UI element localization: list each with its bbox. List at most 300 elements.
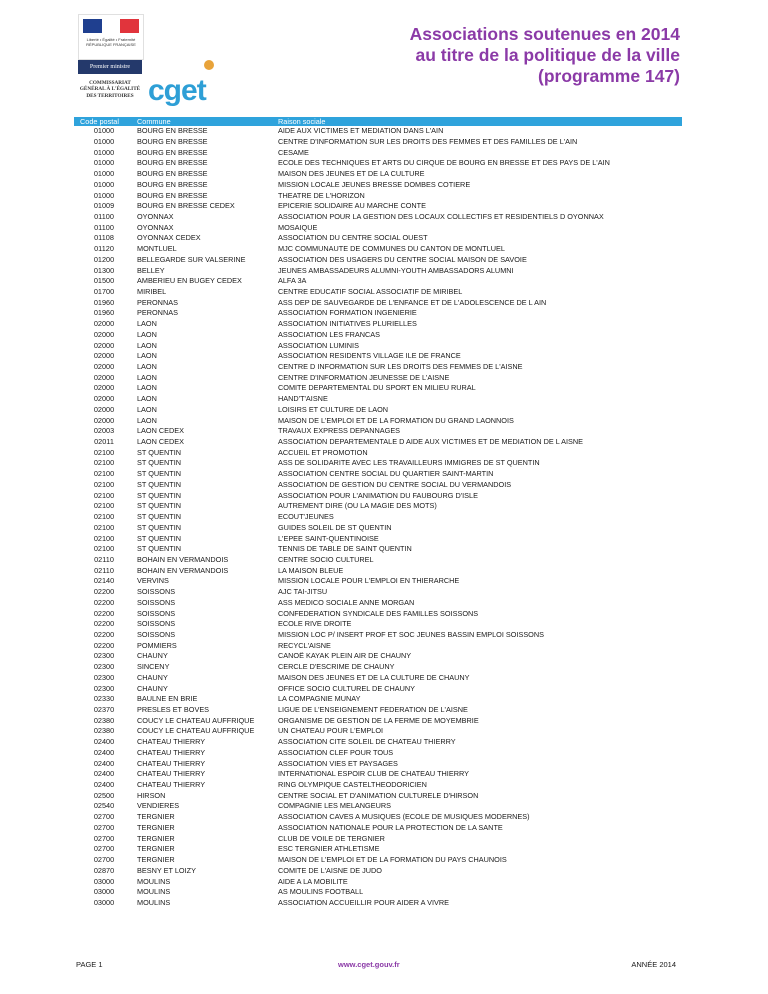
cell-code-postal: 02100 — [93, 544, 115, 554]
cell-code-postal: 02000 — [93, 372, 115, 382]
cell-commune: COUCY LE CHATEAU AUFFRIQUE — [137, 726, 255, 736]
cell-code-postal: 01000 — [93, 190, 115, 200]
cell-raison-sociale: LIGUE DE L'ENSEIGNEMENT FEDERATION DE L'AISNE — [278, 705, 468, 714]
cell-commune: SOISSONS — [137, 587, 176, 597]
table-row — [74, 823, 682, 834]
cell-code-postal: 02000 — [93, 340, 115, 350]
cell-raison-sociale: THEATRE DE L'HORIZON — [278, 190, 365, 200]
table-row — [74, 801, 682, 812]
cell-raison-sociale: CENTRE D'INFORMATION JEUNESSE DE L'AISNE — [278, 372, 450, 382]
cell-code-postal: 02110 — [94, 554, 114, 564]
table-row — [74, 298, 682, 309]
cell-code-postal: 02400 — [93, 780, 115, 790]
cell-code-postal: 02870 — [93, 865, 115, 875]
table-row — [74, 887, 682, 898]
cell-commune: PRESLES ET BOVES — [137, 705, 210, 714]
cell-commune: LAON CEDEX — [137, 426, 185, 436]
table-row — [74, 694, 682, 705]
cell-raison-sociale: CLUB DE VOILE DE TERGNIER — [278, 833, 385, 843]
cell-commune: BOURG EN BRESSE — [137, 169, 208, 179]
cell-code-postal: 02100 — [93, 512, 115, 522]
cell-code-postal: 02380 — [93, 726, 115, 736]
table-row — [74, 448, 682, 459]
cell-raison-sociale: CONFEDERATION SYNDICALE DES FAMILLES SOISSONS — [278, 608, 479, 618]
table-row — [74, 737, 682, 748]
table-row — [74, 609, 682, 620]
cell-commune: COUCY LE CHATEAU AUFFRIQUE — [137, 715, 255, 725]
table-row — [74, 534, 682, 545]
cell-raison-sociale: L'EPEE SAINT-QUENTINOISE — [278, 533, 379, 543]
cell-raison-sociale: ASSOCIATION POUR L'ANIMATION DU FAUBOURG D'ISLE — [278, 490, 478, 500]
table-row — [74, 308, 682, 319]
cell-raison-sociale: TRAVAUX EXPRESS DEPANNAGES — [278, 426, 401, 436]
cell-raison-sociale: MISSION LOC P/ INSERT PROF ET SOC JEUNES BASSIN EMPLOI SOISSONS — [278, 629, 544, 639]
cell-code-postal: 02140 — [93, 576, 115, 586]
cell-commune: BESNY ET LOIZY — [137, 865, 196, 875]
cell-commune: PERONNAS — [137, 308, 178, 318]
cell-commune: OYONNAX — [137, 211, 174, 221]
cell-commune: SOISSONS — [137, 597, 176, 607]
header-code-postal: Code postal — [80, 117, 119, 126]
cell-raison-sociale: TENNIS DE TABLE DE SAINT QUENTIN — [278, 544, 412, 554]
cell-commune: BOURG EN BRESSE — [137, 136, 208, 146]
cell-code-postal: 01000 — [93, 158, 115, 168]
cell-code-postal: 02380 — [93, 715, 115, 725]
cell-raison-sociale: MOSAIQUE — [278, 222, 318, 232]
table-row — [74, 266, 682, 277]
cell-raison-sociale: ALFA 3A — [278, 276, 307, 286]
republic-text: Liberté • Égalité • Fraternité RÉPUBLIQUE FRANÇAISE — [86, 37, 136, 47]
cell-commune: LAON — [137, 351, 157, 361]
cell-commune: PERONNAS — [137, 297, 178, 307]
table-body — [74, 126, 682, 908]
cell-commune: CHATEAU THIERRY — [137, 737, 206, 747]
cell-code-postal: 02400 — [93, 769, 115, 779]
cell-code-postal: 03000 — [93, 897, 115, 907]
cell-code-postal: 02700 — [93, 833, 115, 843]
cell-raison-sociale: OFFICE SOCIO CULTUREL DE CHAUNY — [278, 683, 416, 693]
associations-table — [74, 117, 682, 909]
cell-commune: SINCENY — [137, 662, 170, 672]
cell-commune: BOURG EN BRESSE — [137, 126, 208, 136]
cell-raison-sociale: MAISON DES JEUNES ET DE LA CULTURE DE CHAUNY — [278, 672, 470, 682]
table-row — [74, 791, 682, 802]
cell-code-postal: 02300 — [93, 672, 115, 682]
cell-code-postal: 01000 — [93, 179, 115, 189]
cell-commune: BELLEY — [137, 265, 165, 275]
cell-code-postal: 02000 — [93, 394, 115, 404]
cell-code-postal: 02100 — [93, 479, 115, 489]
cell-code-postal: 02300 — [93, 651, 115, 661]
page-number: PAGE 1 — [76, 960, 103, 969]
cell-code-postal: 02100 — [93, 490, 115, 500]
table-row — [74, 769, 682, 780]
cell-raison-sociale: AIDE A LA MOBILITE — [278, 876, 348, 886]
cell-raison-sociale: CERCLE D'ESCRIME DE CHAUNY — [278, 662, 395, 672]
cell-commune: LAON — [137, 383, 157, 393]
cell-raison-sociale: MJC COMMUNAUTE DE COMMUNES DU CANTON DE MONTLUEL — [278, 244, 505, 254]
cell-commune: BOHAIN EN VERMANDOIS — [137, 565, 229, 575]
cell-commune: CHAUNY — [137, 672, 168, 682]
table-row — [74, 705, 682, 716]
cell-code-postal: 02000 — [93, 415, 115, 425]
cell-commune: CHATEAU THIERRY — [137, 769, 206, 779]
cell-raison-sociale: ASSOCIATION POUR LA GESTION DES LOCAUX COLLECTIFS ET RESIDENTIELS D OYONNAX — [278, 211, 604, 221]
cell-code-postal: 01960 — [93, 297, 115, 307]
cell-code-postal: 03000 — [93, 887, 115, 897]
premier-ministre-label: Premier ministre — [78, 60, 142, 74]
table-row — [74, 158, 682, 169]
cell-raison-sociale: JEUNES AMBASSADEURS ALUMNI-YOUTH AMBASSADORS ALUMNI — [278, 265, 514, 275]
cell-code-postal: 02370 — [93, 705, 115, 714]
cell-raison-sociale: COMITE DE L'AISNE DE JUDO — [278, 865, 382, 875]
table-row — [74, 855, 682, 866]
table-row — [74, 126, 682, 137]
year-label: ANNÉE 2014 — [631, 960, 676, 969]
cell-code-postal: 02100 — [93, 533, 115, 543]
cell-raison-sociale: MAISON DE L'EMPLOI ET DE LA FORMATION DU PAYS CHAUNOIS — [278, 855, 507, 865]
cell-raison-sociale: LOISIRS ET CULTURE DE LAON — [278, 404, 389, 414]
cell-commune: SOISSONS — [137, 608, 176, 618]
cell-code-postal: 02700 — [93, 822, 115, 832]
cell-code-postal: 02500 — [93, 790, 115, 800]
cell-code-postal: 02400 — [93, 747, 115, 757]
table-row — [74, 587, 682, 598]
cell-raison-sociale: ASSOCIATION CLEF POUR TOUS — [278, 747, 394, 757]
marianne-emblem — [78, 14, 144, 60]
cell-raison-sociale: ESC TERGNIER ATHLETISME — [278, 844, 380, 854]
table-row — [74, 383, 682, 394]
cell-raison-sociale: HAND'T'AISNE — [278, 394, 328, 404]
cell-raison-sociale: ASS MEDICO SOCIALE ANNE MORGAN — [278, 597, 415, 607]
cell-raison-sociale: CENTRE SOCIAL ET D'ANIMATION CULTURELE D'HIRSON — [278, 790, 479, 800]
table-row — [74, 180, 682, 191]
table-row — [74, 812, 682, 823]
table-row — [74, 630, 682, 641]
table-row — [74, 716, 682, 727]
table-row — [74, 405, 682, 416]
table-row — [74, 394, 682, 405]
table-row — [74, 566, 682, 577]
table-row — [74, 437, 682, 448]
table-row — [74, 641, 682, 652]
cell-commune: TERGNIER — [137, 844, 175, 854]
title-line: au titre de la politique de la ville — [415, 45, 680, 65]
cell-raison-sociale: ASSOCIATION INITIATIVES PLURIELLES — [278, 319, 417, 329]
header-commune: Commune — [137, 117, 171, 126]
cell-commune: ST QUENTIN — [137, 501, 182, 511]
table-row — [74, 212, 682, 223]
cell-commune: CHATEAU THIERRY — [137, 758, 206, 768]
table-row — [74, 523, 682, 534]
cell-code-postal: 02110 — [94, 565, 114, 575]
cell-commune: CHATEAU THIERRY — [137, 747, 206, 757]
cell-code-postal: 02000 — [93, 329, 115, 339]
cell-commune: LAON — [137, 372, 157, 382]
cell-raison-sociale: ASSOCIATION DU CENTRE SOCIAL OUEST — [278, 233, 428, 243]
cell-commune: TERGNIER — [137, 812, 175, 822]
cell-code-postal: 01000 — [93, 147, 115, 157]
cell-raison-sociale: ASSOCIATION FORMATION INGENIERIE — [278, 308, 417, 318]
table-row — [74, 673, 682, 684]
cell-commune: SOISSONS — [137, 619, 176, 629]
cell-raison-sociale: MAISON DE L'EMPLOI ET DE LA FORMATION DU GRAND LAONNOIS — [278, 415, 514, 425]
cell-commune: LAON — [137, 404, 157, 414]
cell-raison-sociale: ASSOCIATION RESIDENTS VILLAGE ILE DE FRANCE — [278, 351, 461, 361]
french-flag-icon — [83, 19, 139, 33]
cell-code-postal: 01000 — [93, 169, 115, 179]
table-row — [74, 137, 682, 148]
cell-raison-sociale: ASSOCIATION CENTRE SOCIAL DU QUARTIER SAINT-MARTIN — [278, 469, 494, 479]
table-row — [74, 233, 682, 244]
cell-raison-sociale: AIDE AUX VICTIMES ET MEDIATION DANS L'AIN — [278, 126, 444, 136]
cell-raison-sociale: RING OLYMPIQUE CASTELTHEODORICIEN — [278, 780, 427, 790]
cget-dot-icon — [204, 60, 214, 70]
table-row — [74, 555, 682, 566]
cell-code-postal: 02000 — [93, 362, 115, 371]
cell-commune: MOULINS — [137, 897, 171, 907]
cell-code-postal: 02700 — [93, 844, 115, 854]
cell-commune: LAON — [137, 329, 157, 339]
table-row — [74, 759, 682, 770]
table-row — [74, 416, 682, 427]
cell-code-postal: 02100 — [93, 501, 115, 511]
cell-raison-sociale: COMITE DEPARTEMENTAL DU SPORT EN MILIEU RURAL — [278, 383, 476, 393]
table-row — [74, 684, 682, 695]
cell-commune: SOISSONS — [137, 629, 176, 639]
cell-raison-sociale: CENTRE D'INFORMATION SUR LES DROITS DES FEMMES ET DES FAMILLES DE L'AIN — [278, 136, 578, 146]
page-title — [320, 24, 680, 87]
table-row — [74, 544, 682, 555]
cell-commune: TERGNIER — [137, 822, 175, 832]
cell-raison-sociale: CENTRE SOCIO CULTUREL — [278, 554, 374, 564]
cell-commune: CHATEAU THIERRY — [137, 780, 206, 790]
cell-commune: VENDIERES — [137, 801, 180, 811]
cell-code-postal: 02000 — [93, 404, 115, 414]
table-row — [74, 469, 682, 480]
table-row — [74, 373, 682, 384]
cell-raison-sociale: ASSOCIATION LES FRANCAS — [278, 329, 381, 339]
cell-raison-sociale: ORGANISME DE GESTION DE LA FERME DE MOYEMBRIE — [278, 715, 479, 725]
cell-commune: MIRIBEL — [137, 286, 167, 296]
cell-raison-sociale: ASSOCIATION CAVES A MUSIQUES (ECOLE DE MUSIQUES MODERNES) — [278, 812, 530, 822]
table-row — [74, 598, 682, 609]
cell-commune: LAON — [137, 394, 157, 404]
cell-raison-sociale: CENTRE EDUCATIF SOCIAL ASSOCIATIF DE MIRIBEL — [278, 286, 463, 296]
government-logo — [78, 14, 142, 99]
cell-raison-sociale: ACCUEIL ET PROMOTION — [278, 447, 368, 457]
cell-code-postal: 02000 — [93, 351, 115, 361]
cell-code-postal: 02100 — [93, 458, 115, 468]
cell-raison-sociale: INTERNATIONAL ESPOIR CLUB DE CHATEAU THIERRY — [278, 769, 469, 779]
cell-commune: LAON — [137, 340, 157, 350]
cell-raison-sociale: CANOË KAYAK PLEIN AIR DE CHAUNY — [278, 651, 412, 661]
table-row — [74, 844, 682, 855]
table-row — [74, 330, 682, 341]
cell-commune: MONTLUEL — [137, 244, 177, 254]
table-row — [74, 576, 682, 587]
table-row — [74, 244, 682, 255]
table-row — [74, 480, 682, 491]
cell-commune: TERGNIER — [137, 855, 175, 865]
cell-code-postal: 02011 — [94, 437, 114, 447]
cell-code-postal: 01500 — [93, 276, 115, 286]
cell-commune: MOULINS — [137, 887, 171, 897]
cell-commune: BOURG EN BRESSE — [137, 179, 208, 189]
cell-code-postal: 02000 — [93, 383, 115, 393]
cell-raison-sociale: AS MOULINS FOOTBALL — [278, 887, 364, 897]
cell-raison-sociale: MAISON DES JEUNES ET DE LA CULTURE — [278, 169, 425, 179]
cell-code-postal: 02400 — [93, 758, 115, 768]
cell-commune: ST QUENTIN — [137, 544, 182, 554]
cell-commune: HIRSON — [137, 790, 166, 800]
cell-code-postal: 02300 — [93, 683, 115, 693]
cell-code-postal: 02000 — [93, 319, 115, 329]
title-line: (programme 147) — [538, 66, 680, 86]
cell-code-postal: 02200 — [93, 619, 115, 629]
header-raison-sociale: Raison sociale — [278, 117, 326, 126]
table-row — [74, 148, 682, 159]
cell-raison-sociale: MISSION LOCALE JEUNES BRESSE DOMBES COTIERE — [278, 179, 471, 189]
cell-commune: LAON — [137, 319, 157, 329]
cell-code-postal: 02330 — [93, 694, 115, 704]
table-row — [74, 426, 682, 437]
cell-code-postal: 01700 — [93, 286, 115, 296]
cell-commune: OYONNAX — [137, 222, 174, 232]
table-row — [74, 491, 682, 502]
cell-raison-sociale: ECOLE RIVE DROITE — [278, 619, 352, 629]
table-row — [74, 866, 682, 877]
cell-code-postal: 02200 — [93, 640, 115, 650]
table-row — [74, 287, 682, 298]
cell-code-postal: 01108 — [94, 233, 114, 243]
table-row — [74, 319, 682, 330]
cell-code-postal: 02300 — [93, 662, 115, 672]
cell-raison-sociale: ASSOCIATION DEPARTEMENTALE D AIDE AUX VICTIMES ET DE MEDIATION DE L AISNE — [278, 437, 584, 447]
cell-commune: LAON — [137, 415, 157, 425]
cell-raison-sociale: UN CHATEAU POUR L'EMPLOI — [278, 726, 384, 736]
cell-raison-sociale: EPICERIE SOLIDAIRE AU MARCHE CONTE — [278, 201, 426, 211]
cell-commune: ST QUENTIN — [137, 490, 182, 500]
cell-code-postal: 02100 — [93, 469, 115, 479]
table-row — [74, 341, 682, 352]
cell-raison-sociale: LA MAISON BLEUE — [278, 565, 344, 575]
cell-raison-sociale: CESAME — [278, 147, 309, 157]
cell-commune: OYONNAX CEDEX — [137, 233, 201, 243]
cell-raison-sociale: CENTRE D INFORMATION SUR LES DROITS DES FEMMES DE L'AISNE — [278, 362, 523, 371]
cell-code-postal: 01300 — [93, 265, 115, 275]
table-row — [74, 662, 682, 673]
table-row — [74, 191, 682, 202]
cell-code-postal: 01000 — [93, 136, 115, 146]
cell-raison-sociale: LA COMPAGNIE MUNAY — [278, 694, 361, 704]
table-row — [74, 877, 682, 888]
website-link[interactable]: www.cget.gouv.fr — [338, 960, 400, 969]
table-row — [74, 201, 682, 212]
cell-code-postal: 02200 — [93, 587, 115, 597]
table-row — [74, 255, 682, 266]
cell-raison-sociale: ECOUT'JEUNES — [278, 512, 334, 522]
cell-raison-sociale: ASS DEP DE SAUVEGARDE DE L'ENFANCE ET DE L'ADOLESCENCE DE L AIN — [278, 297, 547, 307]
cell-commune: MOULINS — [137, 876, 171, 886]
cell-commune: AMBERIEU EN BUGEY CEDEX — [137, 276, 242, 286]
cell-commune: CHAUNY — [137, 651, 168, 661]
cell-raison-sociale: ASSOCIATION DES USAGERS DU CENTRE SOCIAL MAISON DE SAVOIE — [278, 254, 527, 264]
cell-commune: POMMIERS — [137, 640, 177, 650]
table-row — [74, 169, 682, 180]
cell-commune: CHAUNY — [137, 683, 168, 693]
cell-commune: BOURG EN BRESSE — [137, 158, 208, 168]
title-line: Associations soutenues en 2014 — [409, 24, 680, 44]
cell-raison-sociale: ASSOCIATION VIES ET PAYSAGES — [278, 758, 398, 768]
commissariat-text: COMMISSARIAT GÉNÉRAL À L'ÉGALITÉ DES TERRITOIRES — [79, 80, 141, 99]
table-row — [74, 898, 682, 909]
cell-code-postal: 03000 — [93, 876, 115, 886]
cell-commune: BOURG EN BRESSE — [137, 190, 208, 200]
cell-code-postal: 01100 — [94, 211, 114, 221]
cell-code-postal: 02700 — [93, 812, 115, 822]
cell-commune: ST QUENTIN — [137, 469, 182, 479]
cell-commune: BOHAIN EN VERMANDOIS — [137, 554, 229, 564]
cell-code-postal: 01009 — [93, 201, 115, 211]
table-row — [74, 501, 682, 512]
cell-raison-sociale: GUIDES SOLEIL DE ST QUENTIN — [278, 522, 392, 532]
cell-commune: ST QUENTIN — [137, 522, 182, 532]
cell-code-postal: 02003 — [93, 426, 115, 436]
table-row — [74, 748, 682, 759]
cell-raison-sociale: ASSOCIATION DE GESTION DU CENTRE SOCIAL DU VERMANDOIS — [278, 479, 512, 489]
cell-commune: ST QUENTIN — [137, 533, 182, 543]
cell-commune: LAON — [137, 362, 157, 371]
table-row — [74, 362, 682, 373]
cell-code-postal: 01000 — [93, 126, 115, 136]
cell-commune: TERGNIER — [137, 833, 175, 843]
table-row — [74, 276, 682, 287]
cell-code-postal: 02100 — [93, 522, 115, 532]
cell-commune: VERVINS — [137, 576, 169, 586]
cell-commune: BELLEGARDE SUR VALSERINE — [137, 254, 246, 264]
table-row — [74, 458, 682, 469]
cell-code-postal: 02200 — [93, 629, 115, 639]
cell-code-postal: 01960 — [93, 308, 115, 318]
cell-raison-sociale: MISSION LOCALE POUR L'EMPLOI EN THIERARCHE — [278, 576, 460, 586]
table-row — [74, 512, 682, 523]
cell-commune: ST QUENTIN — [137, 479, 182, 489]
cell-raison-sociale: AJC TAI-JITSU — [278, 587, 328, 597]
cell-code-postal: 01200 — [93, 254, 115, 264]
cell-commune: BAULNE EN BRIE — [137, 694, 198, 704]
cell-code-postal: 01120 — [94, 244, 114, 254]
cell-raison-sociale: ASSOCIATION ACCUEILLIR POUR AIDER A VIVRE — [278, 897, 449, 907]
table-row — [74, 651, 682, 662]
table-row — [74, 726, 682, 737]
cell-raison-sociale: RECYCL'AISNE — [278, 640, 331, 650]
cell-raison-sociale: ASS DE SOLIDARITE AVEC LES TRAVAILLEURS IMMIGRES DE ST QUENTIN — [278, 458, 540, 468]
cell-code-postal: 02540 — [93, 801, 115, 811]
cget-logo: cget — [148, 74, 206, 107]
table-row — [74, 780, 682, 791]
cell-raison-sociale: ASSOCIATION LUMINIS — [278, 340, 359, 350]
cell-raison-sociale: AUTREMENT DIRE (OU LA MAGIE DES MOTS) — [278, 501, 437, 511]
cell-code-postal: 01100 — [94, 222, 114, 232]
cell-raison-sociale: COMPAGNIE LES MELANGEURS — [278, 801, 391, 811]
cell-raison-sociale: ECOLE DES TECHNIQUES ET ARTS DU CIRQUE DE BOURG EN BRESSE ET DES PAYS DE L'AIN — [278, 158, 610, 168]
cell-code-postal: 02200 — [93, 608, 115, 618]
table-row — [74, 834, 682, 845]
cell-raison-sociale: ASSOCIATION NATIONALE POUR LA PROTECTION DE LA SANTE — [278, 822, 503, 832]
table-row — [74, 351, 682, 362]
cell-commune: ST QUENTIN — [137, 447, 182, 457]
